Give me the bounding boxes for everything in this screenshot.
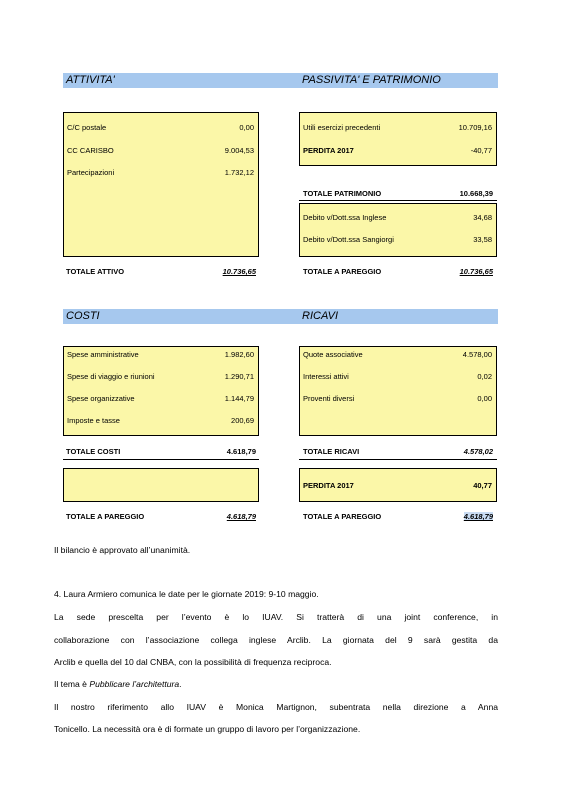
totale-patrimonio-rule (299, 200, 497, 201)
totale-pareggio-passivo-label: TOTALE A PAREGGIO (303, 267, 382, 276)
totale-costi-rule (63, 459, 259, 460)
ricavi-pareggio-value-text: 4.618,79 (463, 512, 493, 521)
totale-costi-label: TOTALE COSTI (66, 447, 121, 456)
attivita-row-value: 1.732,12 (224, 168, 254, 177)
ricavi-pareggio-label: TOTALE A PAREGGIO (303, 512, 382, 521)
debito-row-value: 34,68 (473, 213, 492, 222)
passivita-row-value: 10.709,16 (458, 123, 492, 132)
passivita-box (299, 112, 497, 166)
ricavi-perdita-box (299, 468, 497, 502)
costi-row-label: Spese organizzative (67, 394, 135, 403)
totale-ricavi-value: 4.578,02 (463, 447, 493, 456)
costi-row-label: Spese amministrative (67, 350, 139, 359)
costi-row-label: Spese di viaggio e riunioni (67, 372, 155, 381)
perdita-label: PERDITA 2017 (303, 481, 354, 490)
ricavi-title: RICAVI (302, 310, 339, 322)
paragraph-line: Tonicello. La necessità ora è di formate un gruppo di lavoro per l’organizzazione. (54, 724, 361, 734)
costi-row-label: Imposte e tasse (67, 416, 120, 425)
approval-text: Il bilancio è approvato all’unanimità. (54, 545, 191, 555)
paragraph-line: La sede prescelta per l’evento è lo IUAV. Si tratterà di una joint conference, in (54, 612, 498, 622)
totale-pareggio-passivo-value: 10.736,65 (459, 267, 493, 276)
tema-prefix: Il tema è (54, 679, 90, 689)
tema-line (54, 679, 182, 689)
attivita-row-value: 0,00 (239, 123, 254, 132)
ricavi-row-value: 0,02 (477, 372, 492, 381)
attivita-box (63, 112, 259, 257)
totale-attivo-label: TOTALE ATTIVO (66, 267, 125, 276)
costi-box (63, 346, 259, 436)
perdita-value: 40,77 (473, 481, 492, 490)
attivita-row-value: 9.004,53 (224, 146, 254, 155)
tema-suffix: . (179, 679, 182, 689)
costi-title: COSTI (66, 310, 100, 322)
passivita-row-label: Utili esercizi precedenti (303, 123, 381, 132)
debiti-box (299, 203, 497, 257)
ricavi-row-value: 0,00 (477, 394, 492, 403)
ricavi-row-value: 4.578,00 (462, 350, 492, 359)
totale-attivo-value: 10.736,65 (222, 267, 256, 276)
attivita-row-label: C/C postale (67, 123, 107, 132)
ricavi-row-label: Proventi diversi (303, 394, 355, 403)
paragraph-line: Arclib e quella del 10 dal CNBA, con la possibilità di frequenza reciproca. (54, 657, 332, 667)
costi-row-value: 1.982,60 (224, 350, 254, 359)
totale-ricavi-label: TOTALE RICAVI (303, 447, 360, 456)
conto-economico-header-bar (63, 309, 498, 324)
tema-title: Pubblicare l’architettura (89, 679, 180, 689)
costi-row-value: 1.290,71 (224, 372, 254, 381)
costi-perdita-box (63, 468, 259, 502)
totale-patrimonio-label: TOTALE PATRIMONIO (303, 189, 382, 198)
attivita-row-label: Partecipazioni (67, 168, 115, 177)
costi-row-value: 200,69 (231, 416, 254, 425)
attivita-row-label: CC CARISBO (67, 146, 114, 155)
totale-ricavi-rule (299, 459, 497, 460)
debito-row-label: Debito v/Dott.ssa Inglese (303, 213, 387, 222)
ricavi-box (299, 346, 497, 436)
passivita-title: PASSIVITA' E PATRIMONIO (302, 74, 441, 86)
debito-row-value: 33,58 (473, 235, 492, 244)
item-4-heading: 4. Laura Armiero comunica le date per le giornate 2019: 9-10 maggio. (54, 589, 319, 599)
ricavi-row-label: Interessi attivi (303, 372, 349, 381)
costi-pareggio-label: TOTALE A PAREGGIO (66, 512, 145, 521)
ricavi-row-label: Quote associative (303, 350, 363, 359)
debito-row-label: Debito v/Dott.ssa Sangiorgi (303, 235, 394, 244)
totale-patrimonio-value: 10.668,39 (459, 189, 493, 198)
attivita-title: ATTIVITA' (66, 74, 115, 86)
totale-costi-value: 4.618,79 (226, 447, 256, 456)
ricavi-pareggio-value (418, 512, 493, 521)
passivita-row-label: PERDITA 2017 (303, 146, 354, 155)
passivita-row-value: -40,77 (470, 146, 492, 155)
paragraph-line: Il nostro riferimento allo IUAV è Monica Martignon, subentrata nella direzione a Anna (54, 702, 498, 712)
paragraph-line: collaborazione con l’associazione collega inglese Arclib. La giornata del 9 sarà gestita da (54, 635, 498, 645)
costi-row-value: 1.144,79 (224, 394, 254, 403)
costi-pareggio-value: 4.618,79 (226, 512, 256, 521)
